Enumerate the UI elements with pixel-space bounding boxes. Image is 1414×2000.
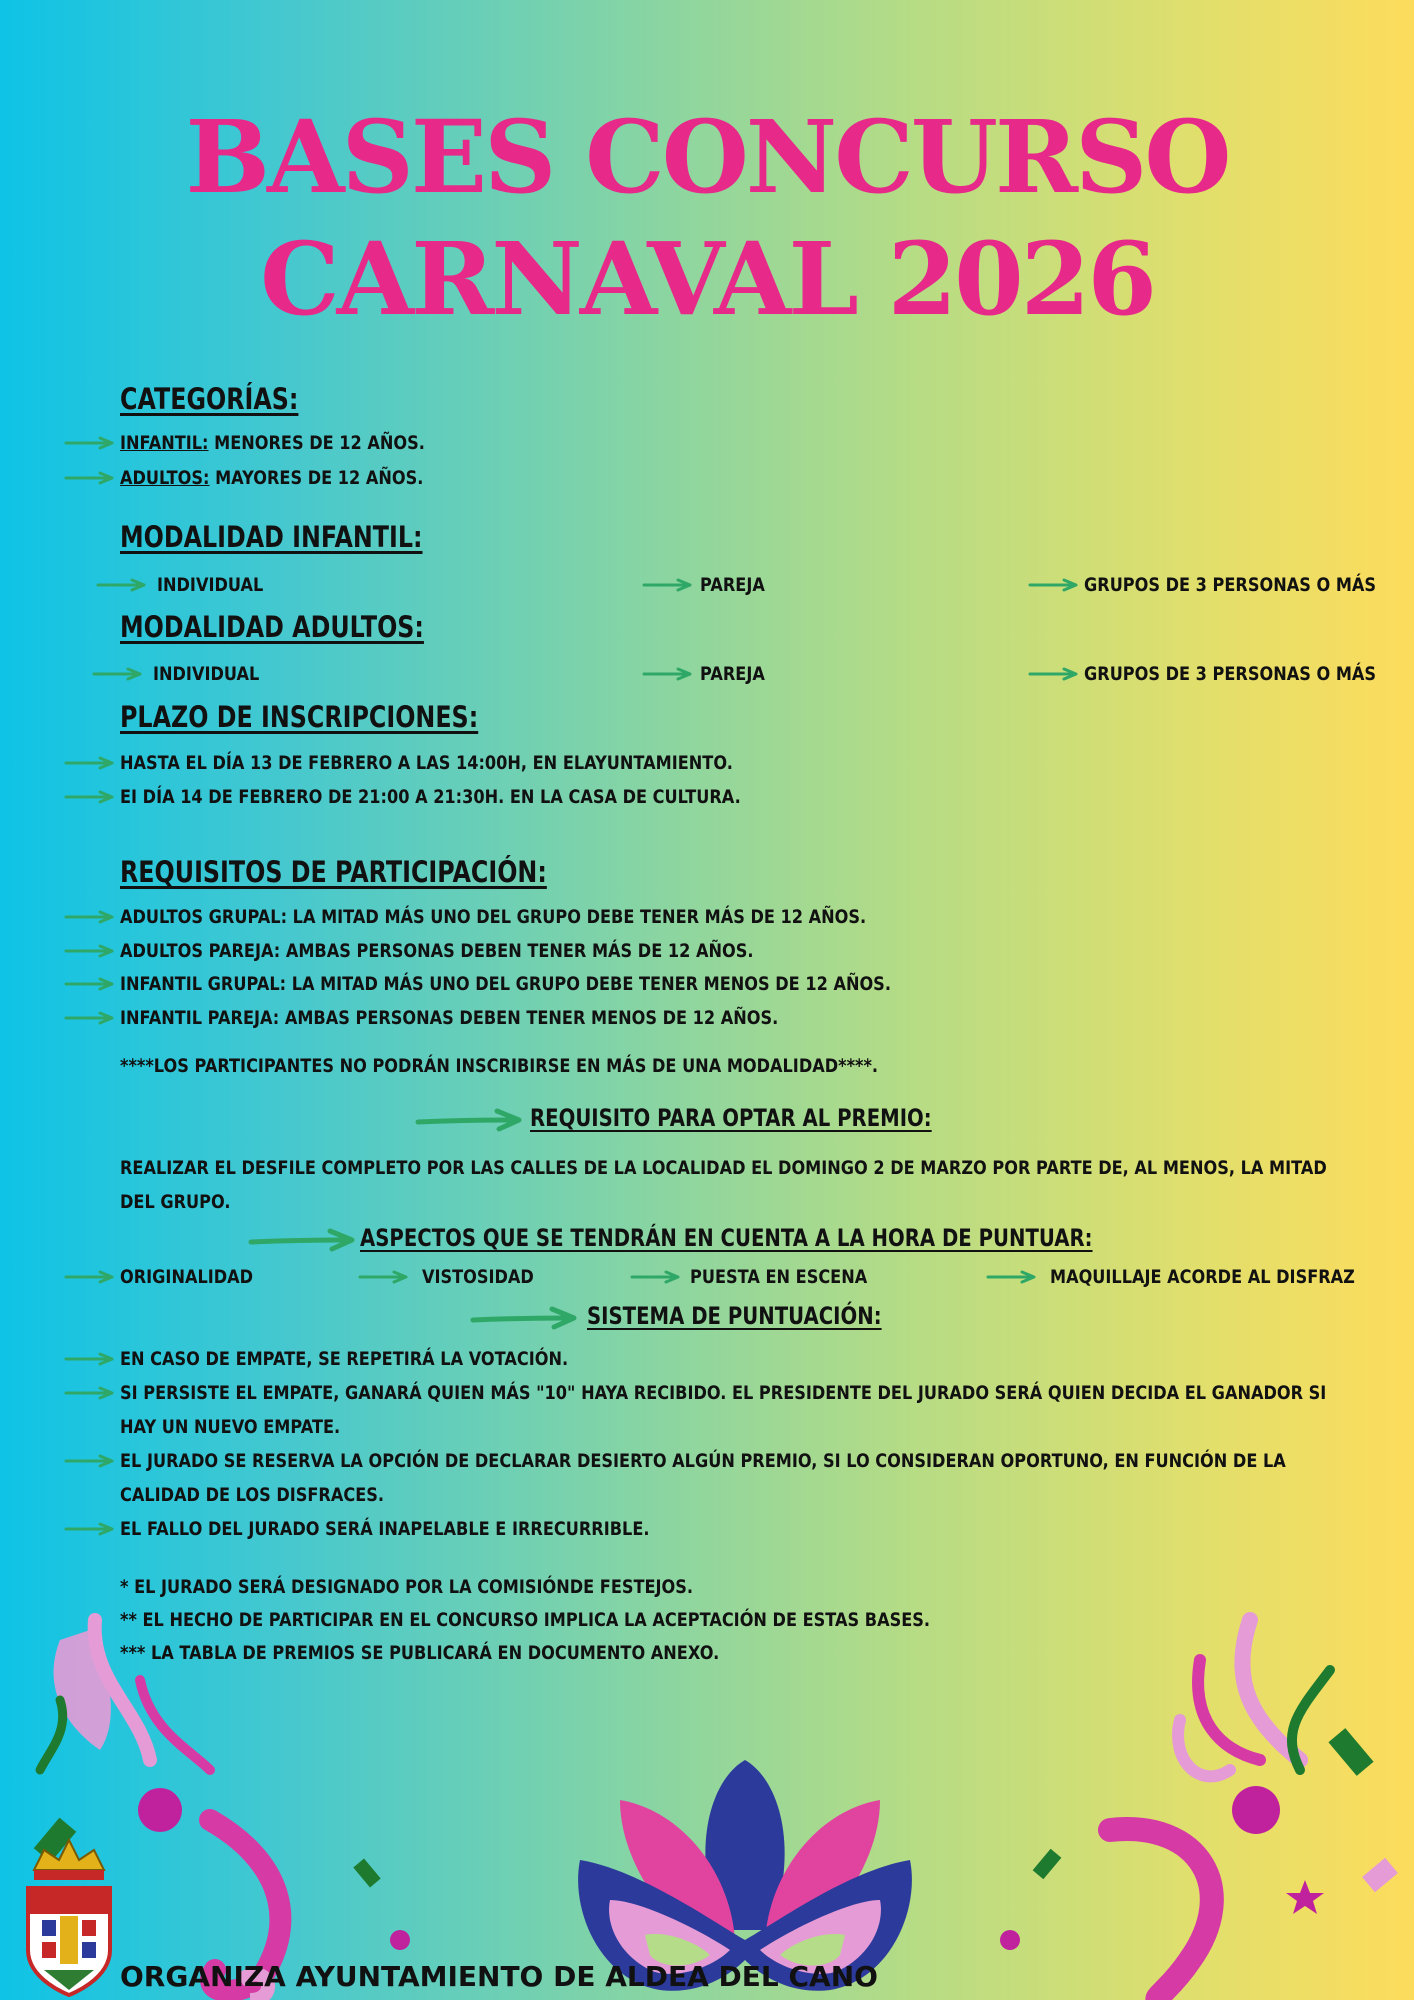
modalidad-adultos-heading: MODALIDAD ADULTOS: xyxy=(120,610,424,644)
poster-title-line-2: CARNAVAL 2026 xyxy=(260,220,1154,338)
sistema-line: EL JURADO SE RESERVA LA OPCIÓN DE DECLARAR DESIERTO ALGÚN PREMIO, SI LO CONSIDERAN OPORTUNO, EN FUNCIÓN DE LA xyxy=(120,1450,1286,1472)
aspecto-maquillaje: MAQUILLAJE ACORDE AL DISFRAZ xyxy=(1050,1266,1355,1288)
requisito-line: ADULTOS PAREJA: AMBAS PERSONAS DEBEN TENER MÁS DE 12 AÑOS. xyxy=(120,940,754,962)
footer-organizer: ORGANIZA AYUNTAMIENTO DE ALDEA DEL CANO xyxy=(120,1960,878,1993)
premio-text-line-1: REALIZAR EL DESFILE COMPLETO POR LAS CALLES DE LA LOCALIDAD EL DOMINGO 2 DE MARZO POR PARTE DE, AL MENOS, LA MITAD xyxy=(120,1157,1327,1179)
arrow-icon xyxy=(1028,667,1080,681)
categoria-adultos-label: ADULTOS: xyxy=(120,467,210,489)
requisito-line: ADULTOS GRUPAL: LA MITAD MÁS UNO DEL GRUPO DEBE TENER MÁS DE 12 AÑOS. xyxy=(120,906,867,928)
requisitos-note: ****LOS PARTICIPANTES NO PODRÁN INSCRIBIRSE EN MÁS DE UNA MODALIDAD****. xyxy=(120,1055,879,1077)
aspecto-vistosidad: VISTOSIDAD xyxy=(422,1266,534,1288)
categoria-adultos-text: MAYORES DE 12 AÑOS. xyxy=(209,467,424,489)
arrow-icon xyxy=(64,1522,116,1536)
aspecto-originalidad: ORIGINALIDAD xyxy=(120,1266,254,1288)
arrow-icon xyxy=(92,667,144,681)
arrow-icon xyxy=(64,1454,116,1468)
categoria-infantil-text: MENORES DE 12 AÑOS. xyxy=(208,432,425,454)
sistema-line: CALIDAD DE LOS DISFRACES. xyxy=(120,1484,385,1506)
modalidad-infantil-individual: INDIVIDUAL xyxy=(157,574,264,596)
modalidad-infantil-pareja: PAREJA xyxy=(700,574,765,596)
arrow-icon xyxy=(358,1270,410,1284)
sistema-line: EL FALLO DEL JURADO SERÁ INAPELABLE E IRRECURRIBLE. xyxy=(120,1518,650,1540)
categoria-infantil xyxy=(120,432,425,454)
modalidad-adultos-pareja: PAREJA xyxy=(700,663,765,685)
arrow-icon xyxy=(64,436,116,450)
requisitos-heading: REQUISITOS DE PARTICIPACIÓN: xyxy=(120,855,547,889)
plazo-heading: PLAZO DE INSCRIPCIONES: xyxy=(120,700,479,734)
arrow-icon xyxy=(64,471,116,485)
arrow-icon xyxy=(642,667,694,681)
arrow-icon xyxy=(1028,578,1080,592)
requisito-line: INFANTIL GRUPAL: LA MITAD MÁS UNO DEL GRUPO DEBE TENER MENOS DE 12 AÑOS. xyxy=(120,973,891,995)
modalidad-adultos-grupos: GRUPOS DE 3 PERSONAS O MÁS xyxy=(1084,663,1377,685)
arrow-icon xyxy=(470,1306,580,1330)
modalidad-infantil-heading: MODALIDAD INFANTIL: xyxy=(120,520,423,554)
arrow-icon xyxy=(64,977,116,991)
sistema-line: EN CASO DE EMPATE, SE REPETIRÁ LA VOTACIÓN. xyxy=(120,1348,569,1370)
arrow-icon xyxy=(64,756,116,770)
premio-heading: REQUISITO PARA OPTAR AL PREMIO: xyxy=(530,1104,932,1132)
sistema-line: HAY UN NUEVO EMPATE. xyxy=(120,1416,341,1438)
aspectos-heading: ASPECTOS QUE SE TENDRÁN EN CUENTA A LA HORA DE PUNTUAR: xyxy=(360,1224,1093,1252)
premio-text-line-2: DEL GRUPO. xyxy=(120,1191,231,1213)
arrow-icon xyxy=(96,578,148,592)
sistema-line: SI PERSISTE EL EMPATE, GANARÁ QUIEN MÁS "10" HAYA RECIBIDO. EL PRESIDENTE DEL JURADO SERÁ QUIEN DECIDA EL GANADOR SI xyxy=(120,1382,1327,1404)
modalidad-infantil-grupos: GRUPOS DE 3 PERSONAS O MÁS xyxy=(1084,574,1377,596)
nota-line: ** EL HECHO DE PARTICIPAR EN EL CONCURSO IMPLICA LA ACEPTACIÓN DE ESTAS BASES. xyxy=(120,1609,931,1631)
plazo-line: HASTA EL DÍA 13 DE FEBRERO A LAS 14:00H, EN ELAYUNTAMIENTO. xyxy=(120,752,733,774)
nota-line: * EL JURADO SERÁ DESIGNADO POR LA COMISIÓNDE FESTEJOS. xyxy=(120,1576,694,1598)
arrow-icon xyxy=(64,790,116,804)
arrow-icon xyxy=(642,578,694,592)
arrow-icon xyxy=(986,1270,1038,1284)
arrow-icon xyxy=(64,910,116,924)
coat-of-arms-logo xyxy=(14,1830,124,2000)
categoria-adultos xyxy=(120,467,423,489)
modalidad-adultos-individual: INDIVIDUAL xyxy=(153,663,260,685)
poster-title-line-1: BASES CONCURSO xyxy=(185,98,1229,216)
nota-line: *** LA TABLA DE PREMIOS SE PUBLICARÁ EN DOCUMENTO ANEXO. xyxy=(120,1642,720,1664)
sistema-heading: SISTEMA DE PUNTUACIÓN: xyxy=(587,1302,882,1330)
categorias-heading: CATEGORÍAS: xyxy=(120,382,299,416)
requisito-line: INFANTIL PAREJA: AMBAS PERSONAS DEBEN TENER MENOS DE 12 AÑOS. xyxy=(120,1007,779,1029)
arrow-icon xyxy=(64,1352,116,1366)
arrow-icon xyxy=(415,1108,525,1132)
arrow-icon xyxy=(64,1386,116,1400)
arrow-icon xyxy=(630,1270,682,1284)
arrow-icon xyxy=(64,1270,116,1284)
categoria-infantil-label: INFANTIL: xyxy=(120,432,209,454)
arrow-icon xyxy=(248,1228,358,1252)
arrow-icon xyxy=(64,944,116,958)
arrow-icon xyxy=(64,1011,116,1025)
aspecto-puesta-en-escena: PUESTA EN ESCENA xyxy=(690,1266,868,1288)
plazo-line: EI DÍA 14 DE FEBRERO DE 21:00 A 21:30H. EN LA CASA DE CULTURA. xyxy=(120,786,741,808)
